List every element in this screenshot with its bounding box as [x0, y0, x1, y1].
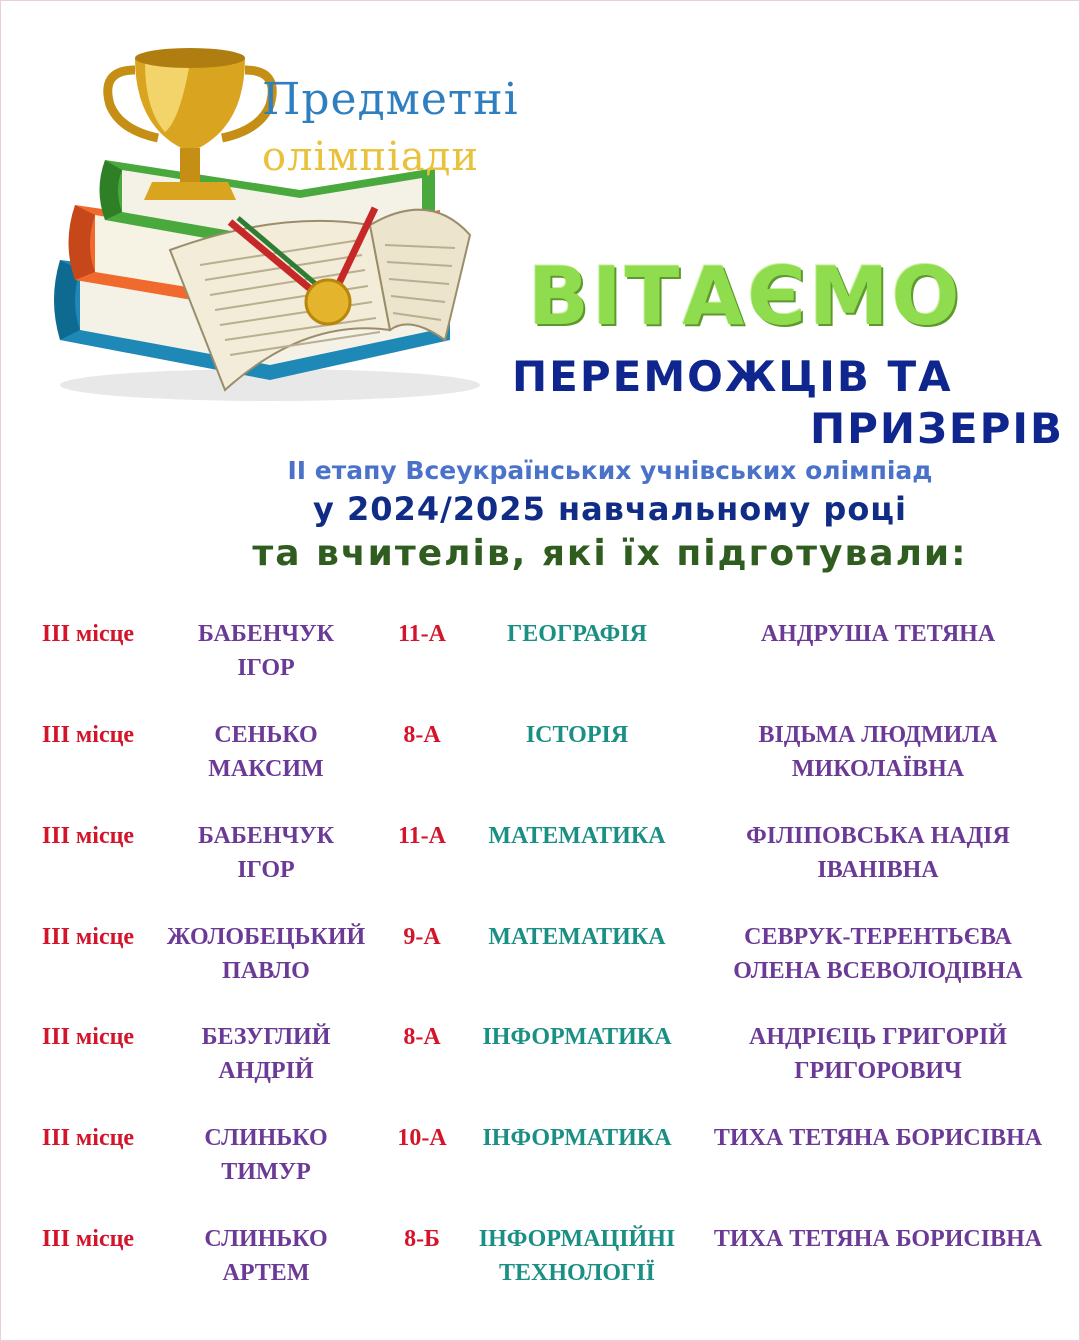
result-row	[0, 1121, 1080, 1201]
place-cell: ІІІ місце	[41, 1125, 135, 1151]
class-cell: 8-Б	[404, 1226, 440, 1252]
subject-cell: ІНФОРМАТИКА	[482, 1024, 672, 1050]
place-cell: ІІІ місце	[41, 1226, 135, 1252]
stage-subheading: ІІ етапу Всеукраїнських учнівських олімпіад	[287, 456, 933, 485]
place-cell: ІІІ місце	[41, 823, 135, 849]
student-cell: ЖОЛОБЕЦЬКИЙ ПАВЛО	[166, 924, 366, 984]
subject-cell: МАТЕМАТИКА	[488, 823, 666, 849]
result-row	[0, 617, 1080, 697]
subject-cell: ГЕОГРАФІЯ	[507, 621, 647, 647]
result-row	[0, 819, 1080, 899]
subject-cell: ІСТОРІЯ	[525, 722, 629, 748]
subject-cell: ІНФОРМАТИКА	[482, 1125, 672, 1151]
student-cell: СЛИНЬКО ТИМУР	[204, 1125, 328, 1185]
class-cell: 8-А	[403, 1024, 441, 1050]
teacher-cell: ФІЛІПОВСЬКА НАДІЯ ІВАНІВНА	[746, 823, 1010, 883]
teacher-cell: АНДРУША ТЕТЯНА	[760, 621, 996, 647]
student-cell: СЛИНЬКО АРТЕМ	[204, 1226, 328, 1286]
student-cell: БАБЕНЧУК ІГОР	[197, 823, 335, 883]
student-cell: СЕНЬКО МАКСИМ	[208, 722, 324, 782]
greeting-title: ВІТАЄМО	[528, 250, 963, 343]
teacher-cell: ТИХА ТЕТЯНА БОРИСІВНА	[713, 1226, 1043, 1252]
place-cell: ІІІ місце	[41, 621, 135, 647]
place-cell: ІІІ місце	[41, 1024, 135, 1050]
subject-cell: ІНФОРМАЦІЙНІ ТЕХНОЛОГІЇ	[478, 1226, 676, 1286]
result-row	[0, 920, 1080, 1000]
teacher-cell: ТИХА ТЕТЯНА БОРИСІВНА	[713, 1125, 1043, 1151]
class-cell: 11-А	[398, 621, 446, 647]
logo-title-line1: Предметні	[262, 74, 519, 125]
class-cell: 9-А	[403, 924, 441, 950]
place-cell: ІІІ місце	[41, 722, 135, 748]
subject-cell: МАТЕМАТИКА	[488, 924, 666, 950]
teacher-cell: АНДРІЄЦЬ ГРИГОРІЙ ГРИГОРОВИЧ	[749, 1024, 1007, 1084]
result-row	[0, 1222, 1080, 1302]
student-cell: БАБЕНЧУК ІГОР	[197, 621, 335, 681]
result-row	[0, 1020, 1080, 1100]
winners-heading: ПЕРЕМОЖЦІВ ТА	[512, 352, 953, 401]
class-cell: 8-А	[403, 722, 441, 748]
logo-title-line2: олімпіади	[262, 134, 479, 180]
class-cell: 11-А	[398, 823, 446, 849]
class-cell: 10-А	[397, 1125, 447, 1151]
student-cell: БЕЗУГЛИЙ АНДРІЙ	[201, 1024, 331, 1084]
teacher-cell: ВІДЬМА ЛЮДМИЛА МИКОЛАЇВНА	[758, 722, 998, 782]
prizers-heading: ПРИЗЕРІВ	[810, 404, 1065, 453]
teachers-subheading: та вчителів, які їх підготували:	[252, 533, 968, 574]
year-subheading: у 2024/2025 навчальному році	[313, 490, 907, 528]
result-row	[0, 718, 1080, 798]
place-cell: ІІІ місце	[41, 924, 135, 950]
teacher-cell: СЕВРУК-ТЕРЕНТЬЄВА ОЛЕНА ВСЕВОЛОДІВНА	[733, 924, 1023, 984]
